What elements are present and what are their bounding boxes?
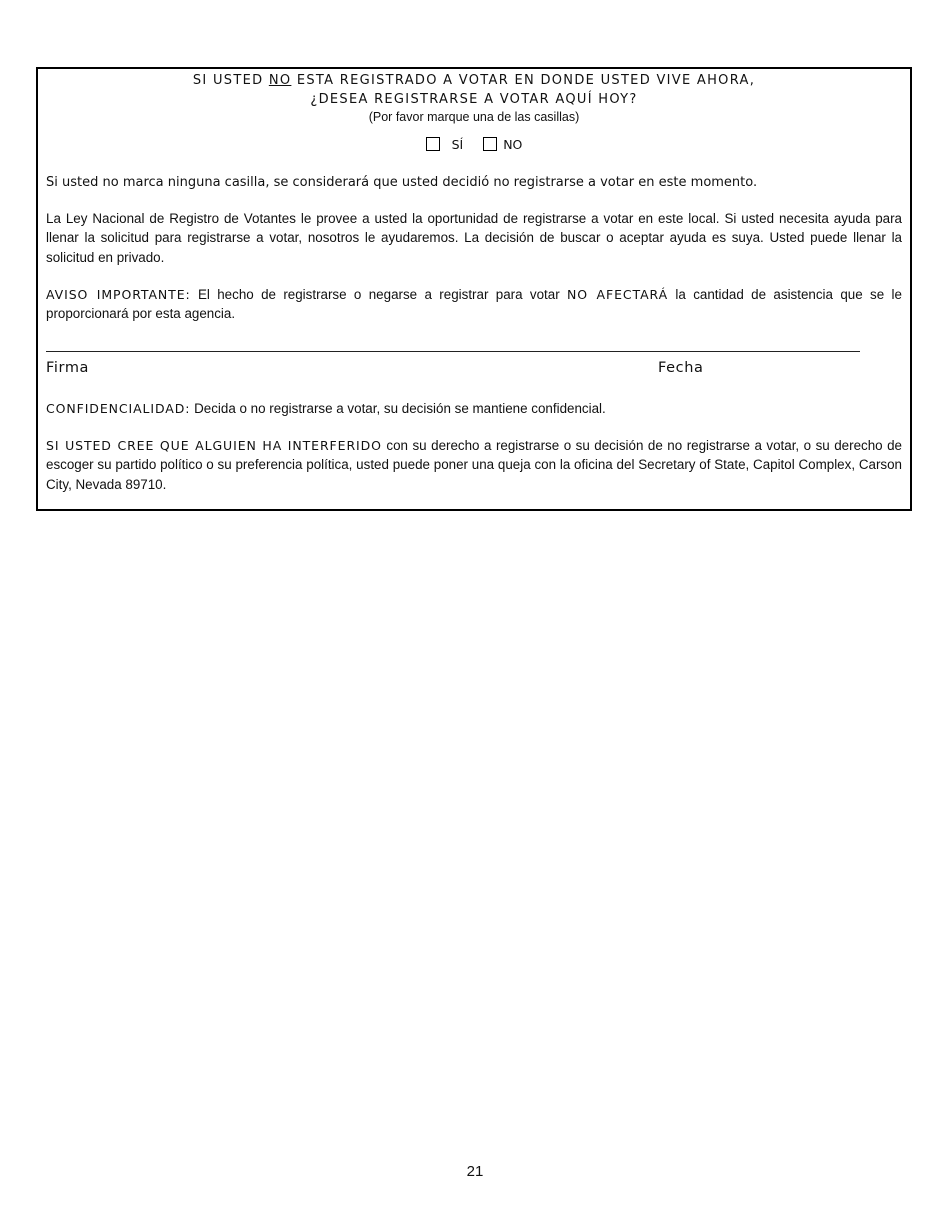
form-instruction: (Por favor marque una de las casillas) [368,110,580,124]
no-checkbox[interactable] [483,137,497,151]
no-label: NO [503,136,523,152]
notice-label: AVISO IMPORTANTE: [46,287,191,302]
yes-label: SÍ [451,136,464,152]
option-yes[interactable] [426,136,464,154]
notice-emphasis: NO AFECTARÁ [567,287,669,302]
yes-checkbox[interactable] [426,137,440,151]
no-selection-notice: Si usted no marca ninguna casilla, se considerará que usted decidió no registrarse a votar en este momento. [46,175,758,190]
heading-part1: SI USTED [192,73,269,88]
option-no[interactable] [483,136,522,154]
confidential-label: CONFIDENCIALIDAD: [46,401,191,416]
interference-notice [46,436,902,494]
law-paragraph: La Ley Nacional de Registro de Votantes le provee a usted la oportunidad de registrarse a votar en este local. Si usted necesita ayuda para llenar la solicitud para registrarse a votar, nosotros le ayudaremos. La decisión de buscar o aceptar ayuda es suya. Usted puede llenar la solicitud en privado. [46,211,902,265]
signature-line[interactable] [46,351,860,352]
notice-text-after: la cantidad de asistencia que se le proporcionará por esta agencia. [46,287,902,322]
signature-label: Firma [46,360,90,376]
important-notice [46,285,902,324]
form-heading [38,71,910,90]
heading-no-underlined: NO [268,73,292,88]
notice-text-before: El hecho de registrarse o negarse a registrar para votar [190,287,568,302]
answer-options [38,135,910,154]
voter-registration-form [36,67,912,511]
interference-text: con su derecho a registrarse o su decisión de no registrarse a votar, o su derecho de escoger su partido político o su preferencia política, usted puede poner una queja con la oficina del Secretary of State, Capitol Complex, Carson City, Nevada 89710. [46,438,903,492]
date-label: Fecha [658,360,704,376]
confidentiality-notice [46,399,902,418]
page-number: 21 [466,1163,484,1180]
interference-label: SI USTED CREE QUE ALGUIEN HA INTERFERIDO [46,438,382,453]
heading-part2: ESTA REGISTRADO A VOTAR EN DONDE USTED VIVE AHORA, [291,73,756,88]
form-question: ¿DESEA REGISTRARSE A VOTAR AQUÍ HOY? [310,92,638,107]
confidential-text: Decida o no registrarse a votar, su decisión se mantiene confidencial. [190,401,606,416]
